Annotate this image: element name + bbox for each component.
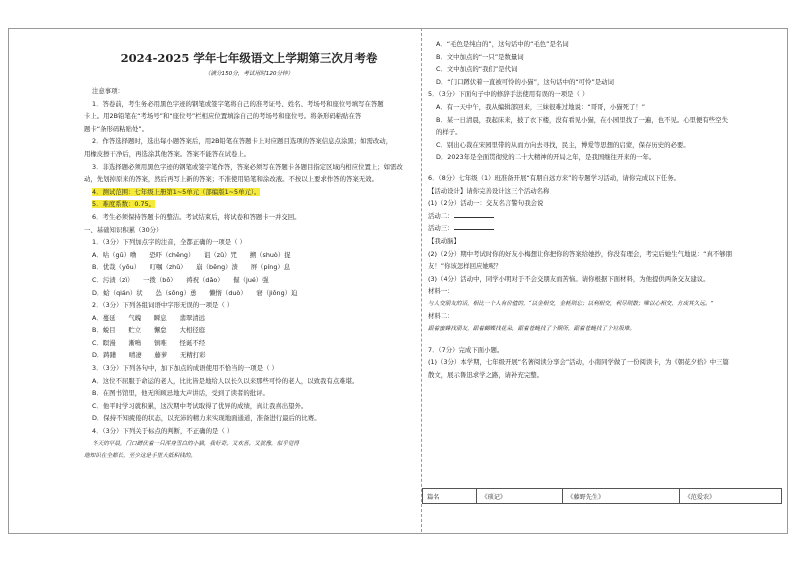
question-line [428, 185, 778, 198]
question-line: 3．（3分）下列各句中，加下加点的成语使用不恰当的一项是（ ） [92, 364, 278, 373]
line-text: 【我动脑】 [428, 236, 460, 245]
question-line [428, 172, 778, 185]
line-text: 的样子。 [436, 128, 462, 137]
line-text: A．“毛色是纯白的”，这句话中的“毛色”是名词 [436, 40, 569, 48]
exam-title: 2024-2025 学年七年级语文上学期第三次月考卷 [120, 51, 378, 65]
highlight-difficulty: 5．难度系数：0.75。 [92, 200, 156, 209]
question-line [428, 285, 778, 298]
question-line [428, 298, 778, 311]
line-text: 7．（7分）完成下面小题。 [428, 345, 504, 354]
table-cell: 《琐记》 [477, 489, 563, 504]
note-line: 1．答卷前，考生务必用黑色字迹的钢笔或签字笔将自己的准考证号、姓名、考场号和座位号填写在答题 [92, 99, 384, 108]
line-text: C．文中加点的“我们”是代词 [436, 65, 518, 74]
answer-blank[interactable] [454, 222, 494, 230]
line-text: 【活动设计】请你完善设计这三个活动名称 [428, 186, 550, 195]
question-line [428, 210, 778, 223]
question-line [428, 273, 778, 286]
exam-subtitle: （满分150分，考试用时120分钟） [204, 71, 294, 77]
question-line: A．这位不屈服于命运的老人，比比皆是地给人以长久以来那些可怜的老人，以致我有点难堪。 [92, 376, 359, 385]
question-line: C．瞑漫 漸鳴 镇唯 怪诞不经 [92, 338, 206, 347]
table-cell: 《范爱农》 [680, 489, 782, 504]
question-line: 4．（3分）下列关于标点的判断，不正确的是（ ） [92, 427, 234, 436]
note-line: 卡上。用2B铅笔在“考场号”和“座位号”栏相应位置填涂自己的考场号和座位号。将条形码粘贴在答 [84, 112, 362, 121]
line-text: B．某一日清晨，我起床来，披了衣下楼，没有看见小猫，在小园里找了一遍，也不见。心里便有些空失 [436, 115, 728, 124]
note-line: 题卡“条形码粘贴处”。 [84, 124, 149, 133]
question-line [428, 197, 778, 210]
question-line [428, 38, 778, 51]
question-line [428, 260, 778, 273]
notes-heading: 注意事项： [92, 87, 124, 95]
question-line: A．咕（gū）噜 恐吓（chěng） 诅（zǔ）咒 搠（shuò）捉 [92, 250, 291, 259]
line-text: 活动三： [428, 224, 454, 233]
line-text: D．2023年是全面贯彻党的二十大精神的开局之年，是我国继往开来的一年。 [436, 153, 656, 162]
line-text: B．文中加点的“一只”是数量词 [436, 52, 524, 61]
line-text: C．别出心裁在宋园里带的从而方向去寻找，民主，博爱等思想的启蒙，保存历史的必要。 [436, 140, 690, 149]
question-line [428, 88, 778, 101]
question-line: 2．（3分）下列各组词语中字形无误的一项是（ ） [92, 301, 234, 310]
question-line [428, 101, 778, 114]
note-line: 2．作答选择题时，选出每小题答案后，用2B铅笔在答题卡上对应题目选项的答案信息点涂黑；如需改动， [92, 137, 393, 146]
note-line: 6．考生必须保持答题卡的整洁。考试结束后，将试卷和答题卡一并交回。 [92, 212, 301, 221]
question-line: C．污渍（zì） 一拨（bō） 祷祝（dǎo） 倔（jué）强 [92, 275, 269, 284]
line-text: 友！”你该怎样回应她呢？ [428, 262, 502, 271]
question-line [428, 114, 778, 127]
question-line [428, 248, 778, 261]
question-line: B．优哉（yōu） 叮嘱（zhǔ） 崩（bēng）溃 屏（píng）息 [92, 263, 291, 272]
left-column [84, 44, 414, 463]
question-line [428, 76, 778, 89]
question-line [428, 126, 778, 139]
question-line: C．他平时学习就积累，这次期中考试取得了优异的成绩，真让我喜出望外。 [92, 401, 308, 410]
line-text: (1)（2分）活动一：交友名言警句我会说 [428, 199, 544, 208]
line-text: 跟着蜜蜂找朋友，跟着蝴蝶找花朵，跟着苍蝇找了个厕所，跟着苍蝇找了个垃圾堆。 [428, 326, 635, 333]
question-line [428, 344, 778, 357]
question-line [428, 310, 778, 323]
table-header: 篇名 [423, 489, 477, 504]
line-text: 材料一： [428, 287, 454, 296]
question-line: B．蜕目 贮立 懈怠 大相径庭 [92, 326, 206, 335]
line-text: A．有一天中午，我从编辑部回来，三妹很难过地说：“哥哥，小猫死了！” [436, 102, 646, 111]
passage-line: 地知识在全都长，至少这是手里大抵积钱的。 [84, 453, 196, 460]
note-line: 用橡皮擦干净后，再选涂其他答案。答案不能答在试卷上。 [84, 149, 251, 158]
column-divider [421, 28, 422, 532]
question-line [428, 235, 778, 248]
line-text: 6．（8分）七年级（1）班准备开展“有朋自远方来”的专题学习活动，请你完成以下任务。 [428, 173, 681, 182]
question-line [428, 222, 778, 235]
question-line [428, 369, 778, 382]
line-text: 材料二： [428, 312, 454, 321]
line-text: 活动二： [428, 211, 454, 220]
line-text: D．“门口蹲伏着一直被可怜的小猫”，这句话中的“可怜”是动词 [436, 77, 614, 86]
right-column [428, 38, 778, 381]
line-text: (1)（3分）本学期，七年级开展“名著阅读分享会”活动，小南同学做了一份阅读卡，为《朝花夕拾》中三篇 [428, 358, 729, 367]
question-line [428, 323, 778, 336]
note-line: 动，先划掉原来的答案，然后再写上新的答案；不准使用铅笔和涂改液。不按以上要求作答的答案无效。 [84, 175, 378, 184]
section-heading: 一、基础知识积累（30分） [84, 225, 163, 234]
question-line: A．蔓延 气魄 瞬息 翡翠清远 [92, 313, 206, 322]
answer-blank[interactable] [454, 210, 494, 218]
question-line [428, 356, 778, 369]
line-text: 散文，展示鲁迅求学之路，请补充完整。 [428, 370, 544, 379]
line-text: (3)（4分）活动中，同学小明对于不会交朋友而苦恼。请你根据下面材料，为他提供两条交友建议。 [428, 274, 710, 283]
question-line [428, 63, 778, 76]
question-line: D．蛤（qián）状 怂（sǒng）恿 懒惰（duò） 窘（jiǒng）迫 [92, 288, 298, 297]
note-line: 3．非选择题必须用黑色字迹的钢笔或签字笔作答，答案必须写在答题卡各题目指定区域内相应位置上；如需改 [92, 162, 403, 171]
table-cell: 《藤野先生》 [563, 489, 680, 504]
question-line [428, 139, 778, 152]
question-line: D．踌躇 晴凄 藤萝 无精打彩 [92, 351, 206, 360]
question-line [428, 151, 778, 164]
question-line: D．保持不知疲倦的状态，以充沛的精力来实现地面通道，准备进行最后的比赛。 [92, 414, 321, 423]
line-text: 与人交朋友的话，相比一个人有价值的，“以金相交，金耗则忘；以利相交，利尽则散；唯以心相交，方成其久远。” [428, 300, 714, 307]
question-line [428, 51, 778, 64]
line-text: (2)（2分）期中考试时你的好友小梅想让你把你的答案给她抄，你没有理会，考完后她生气地说：“真不够朋 [428, 249, 733, 258]
question-line: 1．（3分）下列加点字的注音，全都正确的一项是（ ） [92, 238, 246, 247]
reading-card-table [422, 488, 782, 504]
line-text: 5．（3分）下面句子中的修辞手法使用有误的一项是（ ） [428, 90, 589, 99]
question-line: B．在图书馆里，他无所顾忌地大声讲话，受到了读者的批评。 [92, 389, 269, 398]
passage-line: 冬天的早晨，门口蹲伏着一只浑身雪白的小猫，我好奇。又欢喜。又犹豫，似乎觉得 [92, 440, 299, 447]
highlight-scope: 4．测试范围：七年级上册第1~5单元（部编版1~5单元）。 [92, 187, 261, 196]
